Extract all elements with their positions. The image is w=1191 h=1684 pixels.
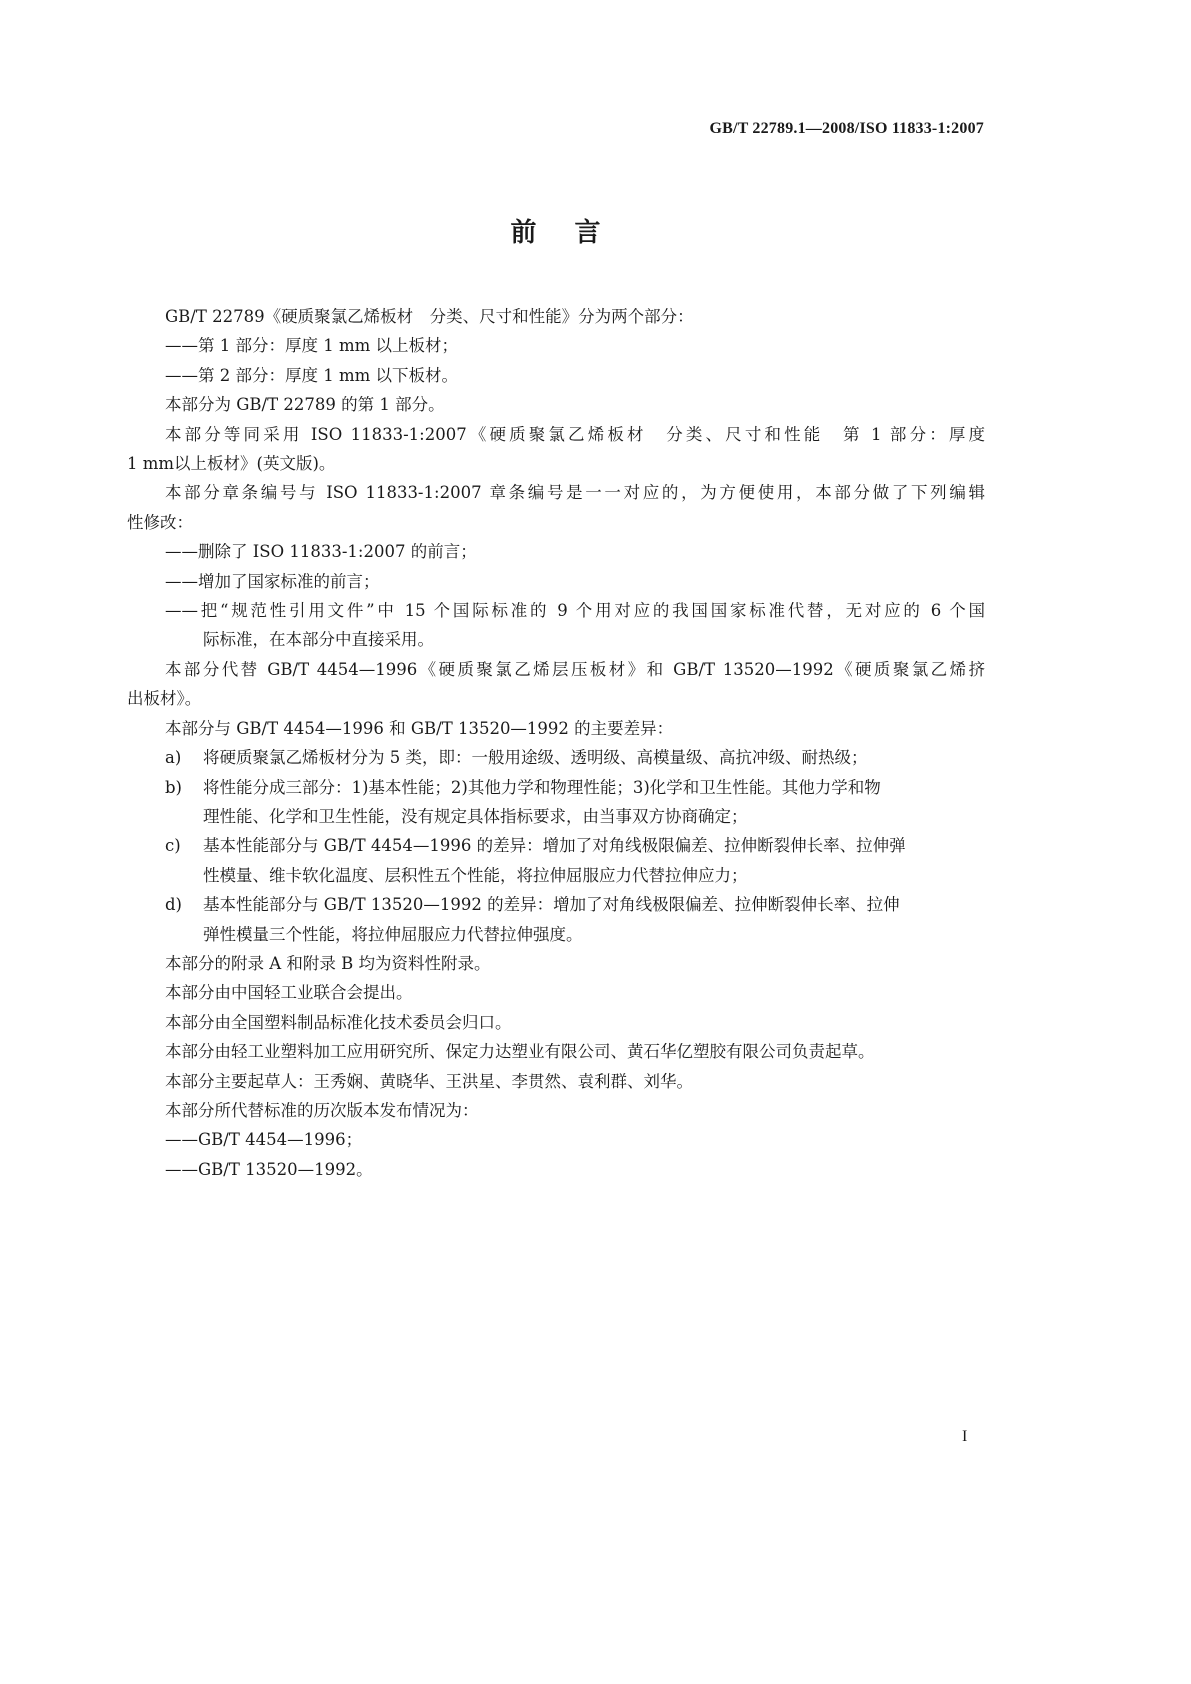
dash-item (127, 567, 985, 596)
text-line: 本部分等同采用 ISO 11833-1:2007《硬质聚氯乙烯板材 分类、尺寸和性能 第 1 部分：厚度 (165, 424, 985, 444)
paragraph: 本部分由全国塑料制品标准化技术委员会归口。 (165, 1012, 512, 1032)
text-line: 本部分代替 GB/T 4454—1996《硬质聚氯乙烯层压板材》和 GB/T 13520—1992《硬质聚氯乙烯挤 (165, 659, 985, 679)
list-label: d) (165, 895, 182, 915)
text-line: 1 mm以上板材》(英文版)。 (127, 454, 336, 474)
text-line: 本部分为 GB/T 22789 的第 1 部分。 (165, 395, 445, 415)
list-item-a (127, 743, 985, 772)
text-line: 基本性能部分与 GB/T 4454—1996 的差异：增加了对角线极限偏差、拉伸断裂伸长率、拉伸弹 (203, 836, 906, 856)
text-line: 本部分与 GB/T 4454—1996 和 GB/T 13520—1992 的主要差异： (165, 718, 674, 738)
dash-item: ——GB/T 13520—1992。 (165, 1159, 373, 1179)
paragraph: 本部分由中国轻工业联合会提出。 (165, 983, 413, 1003)
dash-item (127, 361, 985, 390)
text-line: 性修改： (127, 512, 193, 532)
text-line: 本部分章条编号与 ISO 11833-1:2007 章条编号是一一对应的，为方便使用，本部分做了下列编辑 (165, 483, 985, 503)
paragraph: 本部分的附录 A 和附录 B 均为资料性附录。 (165, 953, 491, 973)
text-line: 出板材》。 (127, 689, 202, 709)
text-line: ——增加了国家标准的前言； (165, 571, 380, 591)
paragraph (127, 390, 985, 419)
text-line: ——第 2 部分：厚度 1 mm 以下板材。 (165, 365, 459, 385)
text-line: 际标准，在本部分中直接采用。 (203, 630, 434, 650)
list-label: a) (165, 748, 182, 768)
text-line: ——把“规范性引用文件”中 15 个国际标准的 9 个用对应的我国国家标准代替，无对应的 6 个国 (165, 601, 985, 621)
paragraph (127, 714, 985, 743)
text-line: 理性能、化学和卫生性能，没有规定具体指标要求，由当事双方协商确定； (203, 806, 748, 826)
paragraph: 本部分由轻工业塑料加工应用研究所、保定力达塑业有限公司、黄石华亿塑胶有限公司负责起草。 (165, 1042, 875, 1062)
list-item-d (127, 890, 985, 949)
text-line: 弹性模量三个性能，将拉伸屈服应力代替拉伸强度。 (203, 924, 583, 944)
text-line: 将性能分成三部分：1)基本性能；2)其他力学和物理性能；3)化学和卫生性能。其他力学和物 (203, 777, 881, 797)
dash-item (127, 596, 985, 655)
paragraph (127, 478, 985, 537)
paragraph (127, 420, 985, 479)
text-line: ——删除了 ISO 11833-1:2007 的前言； (165, 542, 477, 562)
dash-item: ——GB/T 4454—1996； (165, 1130, 363, 1150)
text-line: ——第 1 部分：厚度 1 mm 以上板材； (165, 336, 459, 356)
paragraph (127, 655, 985, 714)
paragraph (127, 302, 985, 331)
list-item-b (127, 773, 985, 832)
text-line: 基本性能部分与 GB/T 13520—1992 的差异：增加了对角线极限偏差、拉伸断裂伸长率、拉伸 (203, 895, 900, 915)
dash-item (127, 331, 985, 360)
standard-number-header: GB/T 22789.1—2008/ISO 11833-1:2007 (709, 120, 984, 137)
paragraph: 本部分所代替标准的历次版本发布情况为： (165, 1100, 479, 1120)
page-title: 前言 (510, 218, 639, 248)
text-line: 将硬质聚氯乙烯板材分为 5 类，即：一般用途级、透明级、高模量级、高抗冲级、耐热级； (203, 748, 868, 768)
dash-item (127, 537, 985, 566)
list-label: b) (165, 777, 182, 797)
page-number: I (962, 1428, 968, 1445)
foreword-body (127, 302, 985, 1184)
paragraph: 本部分主要起草人：王秀娴、黄晓华、王洪星、李贯然、袁利群、刘华。 (165, 1071, 693, 1091)
text-line: GB/T 22789《硬质聚氯乙烯板材 分类、尺寸和性能》分为两个部分： (165, 307, 694, 326)
list-label: c) (165, 836, 181, 856)
list-item-c (127, 831, 985, 890)
text-line: 性模量、维卡软化温度、层积性五个性能，将拉伸屈服应力代替拉伸应力； (203, 865, 748, 885)
